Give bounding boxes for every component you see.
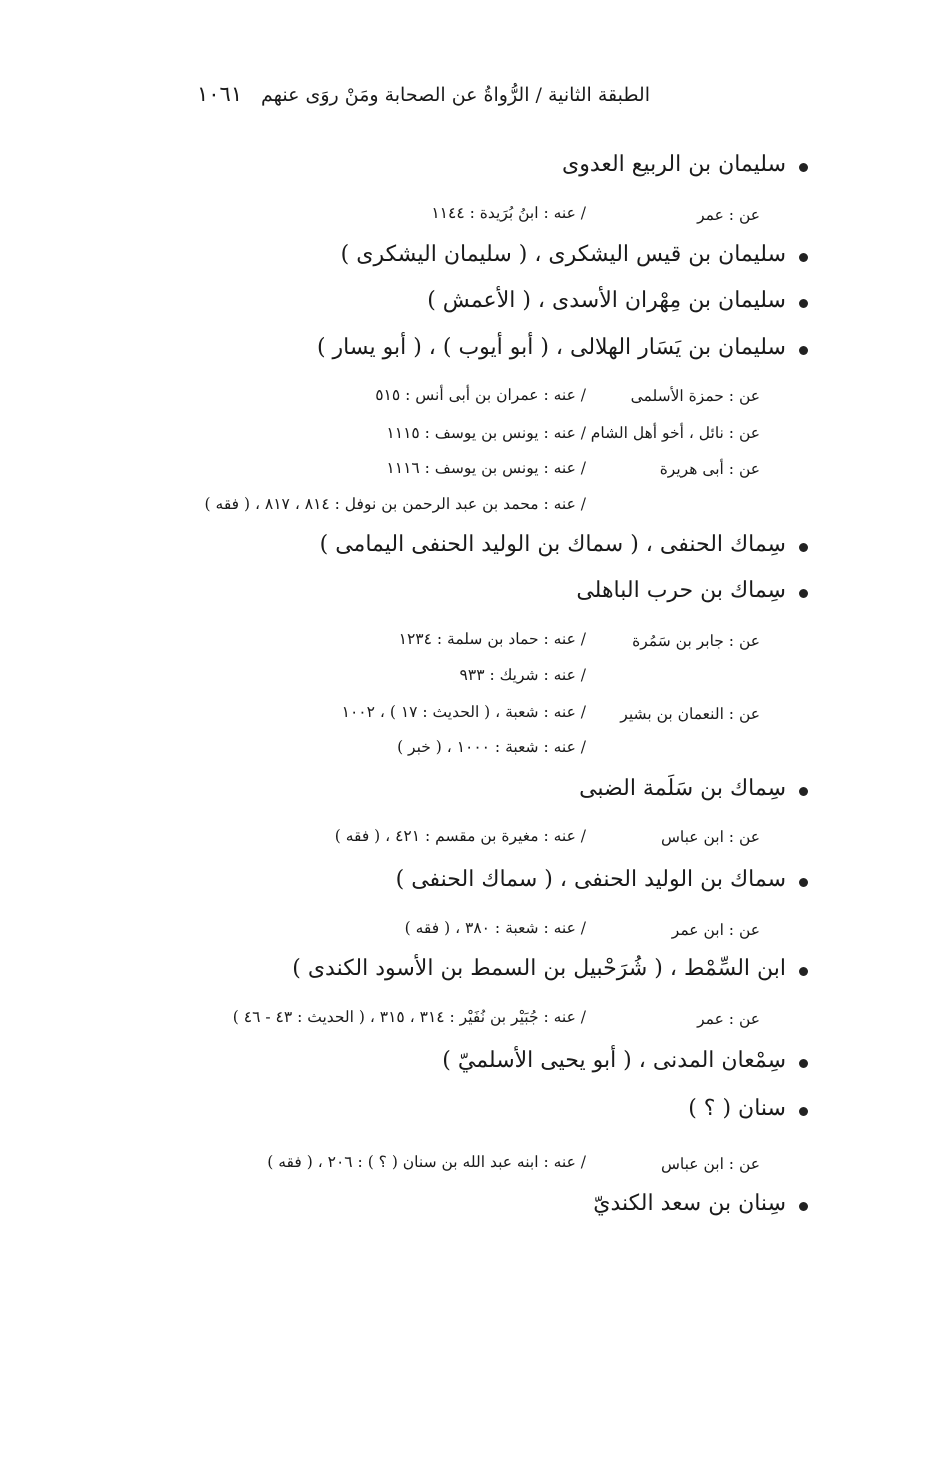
- narrated-by: / عنه : شعبة ، ( الحديث : ١٧ ) ، ١٠٠٢: [341, 703, 586, 721]
- narrator-name: سماك بن الوليد الحنفى ، ( سماك الحنفى ): [395, 867, 786, 892]
- narrator-name: سِماك بن حرب الباهلى: [576, 578, 786, 603]
- bullet-icon: [799, 589, 808, 598]
- narrated-by: / عنه : مغيرة بن مقسم : ٤٢١ ، ( فقه ): [334, 827, 586, 845]
- bullet-icon: [799, 1059, 808, 1068]
- narrated-by: / عنه : يونس بن يوسف : ١١١٦: [386, 459, 586, 477]
- running-header-title: الطبقة الثانية / الرُّواةُ عن الصحابة ومَنْ روَى عنهم: [260, 84, 650, 106]
- bullet-icon: [799, 253, 808, 262]
- narrator-name: سِماك بن سَلَمة الضبى: [579, 776, 786, 801]
- bullet-icon: [799, 543, 808, 552]
- bullet-icon: [799, 299, 808, 308]
- narrated-from: عن : نائل ، أخو أهل الشام: [590, 424, 760, 442]
- narrated-from: عن : أبى هريرة: [659, 460, 760, 478]
- narrated-from: عن : جابر بن سَمُرة: [632, 632, 760, 650]
- bullet-icon: [799, 967, 808, 976]
- bullet-icon: [799, 1202, 808, 1211]
- narrated-from: عن : ابن عباس: [660, 828, 760, 846]
- bullet-icon: [799, 163, 808, 172]
- narrator-name: ابن السِّمْط ، ( شُرَحْبيل بن السمط بن الأسود الكندى ): [292, 956, 786, 981]
- narrated-from: عن : النعمان بن بشير: [620, 705, 760, 723]
- narrator-name: سنان ( ؟ ): [688, 1096, 786, 1121]
- bullet-icon: [799, 787, 808, 796]
- narrated-by: / عنه : ابنُ بُرَيدة : ١١٤٤: [431, 204, 586, 222]
- bullet-icon: [799, 878, 808, 887]
- narrated-by: / عنه : شعبة : ٣٨٠ ، ( فقه ): [404, 919, 586, 937]
- bullet-icon: [799, 346, 808, 355]
- narrated-by: / عنه : عمران بن أبى أنس : ٥١٥: [375, 386, 586, 404]
- page-number: ١٠٦١: [197, 82, 243, 106]
- bullet-icon: [799, 1107, 808, 1116]
- narrated-from: عن : ابن عباس: [660, 1155, 760, 1173]
- narrated-by: / عنه : جُبَيْر بن نُفَيْر : ٣١٤ ، ٣١٥ ، ( الحديث : ٤٣ - ٤٦ ): [232, 1008, 586, 1026]
- narrated-by: / عنه : شريك : ٩٣٣: [459, 666, 586, 684]
- narrated-by: / عنه : شعبة : ١٠٠٠ ، ( خبر ): [397, 738, 586, 756]
- narrated-by: / عنه : محمد بن عبد الرحمن بن نوفل : ٨١٤ ، ٨١٧ ، ( فقه ): [204, 495, 586, 513]
- narrator-name: سِنان بن سعد الكنديّ: [593, 1191, 786, 1216]
- narrator-name: سليمان بن قيس اليشكرى ، ( سليمان اليشكرى ): [340, 242, 786, 267]
- narrator-name: سليمان بن يَسَار الهلالى ، ( أبو أيوب ) ، ( أبو يسار ): [316, 335, 786, 360]
- narrated-by: / عنه : يونس بن يوسف : ١١١٥: [386, 424, 586, 442]
- narrated-from: عن : عمر: [697, 1010, 760, 1028]
- narrator-name: سليمان بن الربيع العدوى: [561, 152, 786, 177]
- narrated-by: / عنه : حماد بن سلمة : ١٢٣٤: [398, 630, 586, 648]
- narrator-name: سِمْعان المدنى ، ( أبو يحيى الأسلميّ ): [442, 1048, 786, 1073]
- narrator-name: سِماك الحنفى ، ( سماك بن الوليد الحنفى اليمامى ): [319, 532, 786, 557]
- narrator-name: سليمان بن مِهْران الأسدى ، ( الأعمش ): [427, 288, 786, 313]
- narrated-from: عن : ابن عمر: [671, 921, 760, 939]
- narrated-by: / عنه : ابنه عبد الله بن سنان ( ؟ ) : ٢٠٦ ، ( فقه ): [267, 1153, 586, 1171]
- narrated-from: عن : عمر: [697, 206, 760, 224]
- narrated-from: عن : حمزة الأسلمى: [630, 387, 760, 405]
